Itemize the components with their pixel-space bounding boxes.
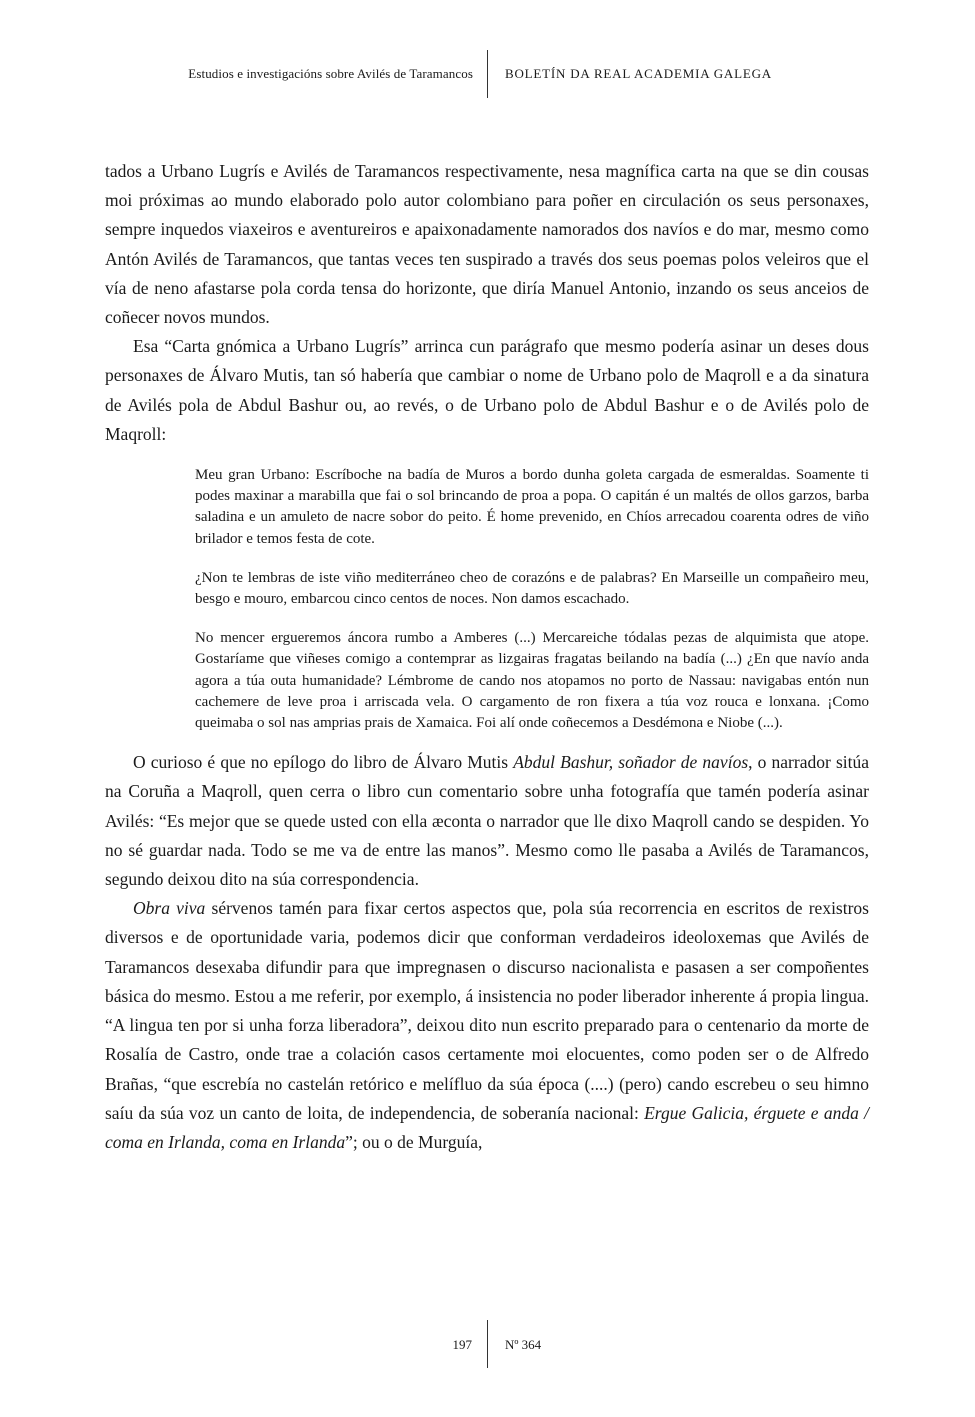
paragraph-3-text-b: , o narrador sitúa na Coruña a Maqroll, quen cerra o libro cun comentario sobre unha fotografía que tamén podería asinar Avilés: “Es mejor que se quede usted con ella æconta o narrador que lle dixo Maqroll cando se despiden. Yo no sé guardar nada. Todo se me va de entre las manos”. Mesmo como lle pasaba a Avilés de Taramancos, segundo deixou dito na súa correspondencia. xyxy=(105,752,869,890)
running-footer xyxy=(0,1320,975,1368)
header-section-title: Estudios e investigacións sobre Avilés de Taramancos xyxy=(188,66,473,81)
paragraph-4 xyxy=(105,894,869,1157)
paragraph-4-text-a: sérvenos tamén para fixar certos aspectos que, pola súa recorrencia en escritos de rexistros diversos e de oportunidade varia, podemos dicir que conforman verdadeiros ideoloxemas que Avilés de Taramancos desexaba difundir para que impregnasen o discurso nacionalista e pasasen a ser compoñentes básica do mesmo. Estou a me referir, por exemplo, á insistencia no poder liberador inherente á propia lingua. “A lingua ten por si unha forza liberadora”, deixou dito nun escrito preparado para o centenario da morte de Rosalía de Castro, onde trae a colación casos certamente moi elocuentes, como poden ser o de Alfredo Brañas, “que escrebía no castelán retórico e melífluo da súa época (....) (pero) cando escrebeu o seu himno saíu da súa voz un canto de loita, de independencia, de soberanía nacional: xyxy=(105,898,869,1123)
anthem-verse: Ergue Galicia, érguete e anda / coma en Irlanda, coma en Irlanda xyxy=(105,1102,869,1152)
paragraph-1: tados a Urbano Lugrís e Avilés de Taramancos respectivamente, nesa magnífica carta na que se din cousas moi próximas ao mundo elaborado polo autor colombiano para poñer en circulación os seus personaxes, sempre inquedos viaxeiros e aventureiros e apaixonadamente namorados dos navíos e do mar, mesmo como Antón Avilés de Taramancos, que tantas veces ten suspirado a través dos seus poemas polos veleiros que el vía de neno afastarse pola corda tensa do horizonte, que diría Manuel Antonio, inzando os seus anceios de coñecer novos mundos. xyxy=(105,161,869,328)
paragraph-3 xyxy=(105,748,869,894)
quote-paragraph-2: ¿Non te lembras de iste viño mediterráneo cheo de corazóns e de palabras? En Marseille un compañeiro meu, besgo e mouro, embarcou cinco centos de noces. Non damos escachado. xyxy=(195,569,869,608)
block-quote xyxy=(195,465,869,734)
paragraph-3-text-a: O curioso é que no epílogo do libro de Álvaro Mutis xyxy=(133,752,514,773)
footer-divider xyxy=(487,1320,488,1368)
page-number: 197 xyxy=(452,1337,472,1352)
running-header xyxy=(0,50,975,98)
quote-paragraph-3: No mencer ergueremos áncora rumbo a Amberes (...) Mercareiche tódalas pezas de alquimista que atope. Gostaríame que viñeses comigo a contemprar as lizgairas fragatas beilando na badía (...) ¿En que navío anda agora a túa outa humanidade? Lémbrome de cando nos atopamos no porto de Nassau: navigabas entón nun cachemere de leve proa i arriscada vela. O cargamento de ron fixera a túa voz rouca e lonxana. ¡Como queimaba o sol nas amprias prais de Xamaica. Foi alí onde coñecemos a Desdémona e Niobe (...). xyxy=(195,630,869,732)
header-divider xyxy=(487,50,488,98)
book-title: Abdul Bashur, soñador de navíos xyxy=(513,752,749,773)
paragraph-2: Esa “Carta gnómica a Urbano Lugrís” arrinca cun parágrafo que mesmo podería asinar un deses dous personaxes de Álvaro Mutis, tan só habería que cambiar o nome de Urbano polo de Maqroll e a da sinatura de Avilés pola de Abdul Bashur ou, ao revés, o de Urbano polo de Abdul Bashur e o de Avilés polo de Maqroll: xyxy=(105,336,869,444)
main-text xyxy=(105,157,869,1157)
work-title: Obra viva xyxy=(133,898,206,919)
issue-number: Nº 364 xyxy=(505,1337,542,1352)
header-journal-title: BOLETÍN DA REAL ACADEMIA GALEGA xyxy=(505,66,772,81)
paragraph-4-text-b: ”; ou o de Murguía, xyxy=(345,1131,483,1152)
quote-paragraph-1: Meu gran Urbano: Escríboche na badía de Muros a bordo dunha goleta cargada de esmeraldas. Soamente ti podes maxinar a marabilla que fai o sol brincando de proa a popa. O capitán é un maltés de ollos garzos, barba saladina e un amuleto de nacre sobor do peito. É home prevenido, en Chíos arrecadou coarenta odres de viño brilador e temos festa de cote. xyxy=(195,467,869,547)
